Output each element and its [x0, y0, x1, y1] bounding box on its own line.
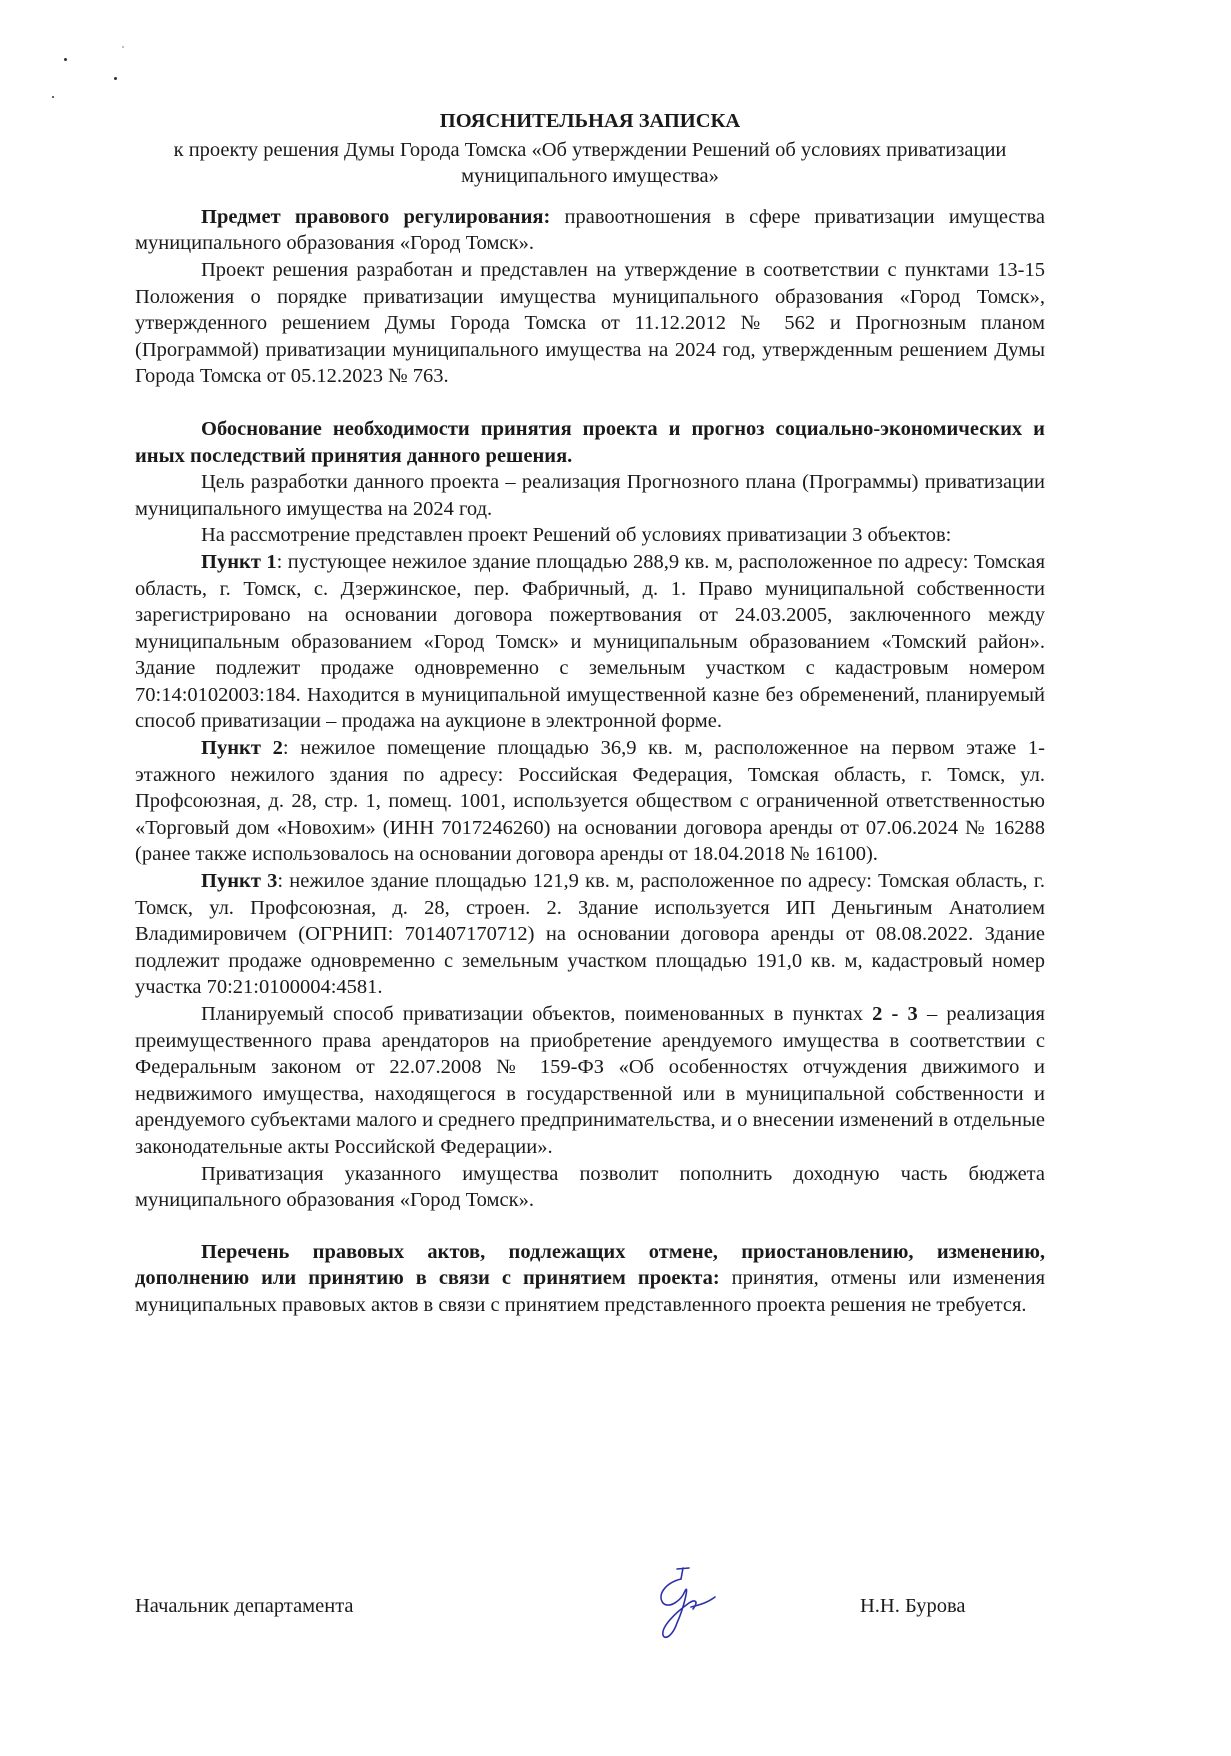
- paragraph-text: : пустующее нежилое здание площадью 288,9 кв. м, расположенное по адресу: Томская область, г. Томск, с. Дзержинское, пер. Фабричный, д. 1. Право муниципальной собственности зарегистрировано на основании договора пожертвования от 24.03.2005, заключенного между муниципальным образованием «Город Томск» и муниципальным образованием «Томский район». Здание подлежит продаже одновременно с земельным участком с кадастровым номером 70:14:0102003:184. Находится в муниципальной имущественной казне без обременений, планируемый способ приватизации – продажа на аукционе в электронной форме.: [135, 550, 1045, 733]
- heading-justification: [135, 416, 1045, 469]
- paragraph-method: [135, 1001, 1045, 1161]
- item-range: 2 - 3: [872, 1003, 918, 1025]
- paragraph-text: Проект решения разработан и представлен на утверждение в соответствии с пунктами 13-15 Положения о порядке приватизации имущества муниципального образования «Город Томск», утвержденного решением Думы Города Томска от 11.12.2012 № 562 и Прогнозным планом (Программой) приватизации муниципального имущества на 2024 год, утвержденным решением Думы Города Томска от 05.12.2023 № 763.: [135, 258, 1045, 388]
- paragraph-budget: [135, 1161, 1045, 1214]
- handwritten-signature: [655, 1565, 745, 1645]
- paragraph-item-1: [135, 549, 1045, 735]
- paragraph-text: принятия, отмены или изменения муниципальных правовых актов в связи с принятием представленного проекта решения не требуется.: [135, 1267, 1045, 1316]
- item-label: Пункт 2: [201, 737, 283, 760]
- paragraph-text: На рассмотрение представлен проект Решений об условиях приватизации 3 объектов:: [201, 524, 952, 547]
- document-body: [135, 108, 1045, 1319]
- signer-position: Начальник департамента: [135, 1595, 354, 1617]
- document-subtitle: к проекту решения Думы Города Томска «Об утверждении Решений об условиях приватизации муниципального имущества»: [173, 138, 1007, 188]
- paragraph-basis: [135, 257, 1045, 390]
- item-label: Пункт 1: [201, 550, 277, 573]
- heading-text: Обоснование необходимости принятия проекта и прогноз социально-экономических и иных последствий принятия данного решения.: [135, 417, 1045, 467]
- heading-text: Перечень правовых актов, подлежащих отмене, приостановлению, изменению, дополнению или принятию в связи с принятием проекта:: [135, 1240, 1045, 1290]
- paragraph-text: : нежилое здание площадью 121,9 кв. м, расположенное по адресу: Томская область, г. Томск, ул. Профсоюзная, д. 28, строен. 2. Здание используется ИП Деньгиным Анатолием Владимировичем (ОГРНИП: 701407170712) на основании договора аренды от 08.08.2022. Здание подлежит продаже одновременно с земельным участком площадью 191,0 кв. м, кадастровый номер участка 70:21:0100004:4581.: [135, 870, 1045, 999]
- paragraph-objects-intro: [135, 522, 1045, 549]
- paragraph-text: Приватизация указанного имущества позволит пополнить доходную часть бюджета муниципального образования «Город Томск».: [135, 1162, 1045, 1212]
- paragraph-text: Планируемый способ приватизации объектов, поименованных в пунктах: [201, 1003, 873, 1025]
- paragraph-item-2: [135, 735, 1045, 868]
- item-label: Пункт 3: [201, 870, 278, 893]
- heading-subject: Предмет правового регулирования:: [201, 205, 551, 228]
- paragraph-subject: [135, 204, 1045, 257]
- paragraph-text: : нежилое помещение площадью 36,9 кв. м, расположенное на первом этаже 1-этажного нежилого здания по адресу: Российская Федерация, Томская область, г. Томск, ул. Профсоюзная, д. 28, стр. 1, помещ. 1001, используется обществом с ограниченной ответственностью «Торговый дом «Новохим» (ИНН 7017246260) на основании договора аренды от 07.06.2024 № 16288 (ранее также использовалось на основании договора аренды от 18.04.2018 № 16100).: [135, 737, 1046, 866]
- paragraph-goal: [135, 469, 1045, 522]
- signer-name: Н.Н. Бурова: [860, 1595, 966, 1617]
- paragraph-text: Цель разработки данного проекта – реализация Прогнозного плана (Программы) приватизации муниципального имущества на 2024 год.: [135, 471, 1045, 520]
- paragraph-item-3: [135, 868, 1045, 1001]
- document-title: ПОЯСНИТЕЛЬНАЯ ЗАПИСКА: [439, 110, 741, 132]
- paragraph-legal-acts: [135, 1239, 1045, 1319]
- paragraph-text: правоотношения в сфере приватизации имущества муниципального образования «Город Томск».: [135, 205, 1045, 255]
- paragraph-text: – реализация преимущественного права арендаторов на приобретение арендуемого имущества в соответствии с Федеральным законом от 22.07.2008 № 159-ФЗ «Об особенностях отчуждения движимого и недвижимого имущества, находящегося в государственной или в муниципальной собственности и арендуемого субъектами малого и среднего предпринимательства, и о внесении изменений в отдельные законодательные акты Российской Федерации».: [135, 1003, 1045, 1158]
